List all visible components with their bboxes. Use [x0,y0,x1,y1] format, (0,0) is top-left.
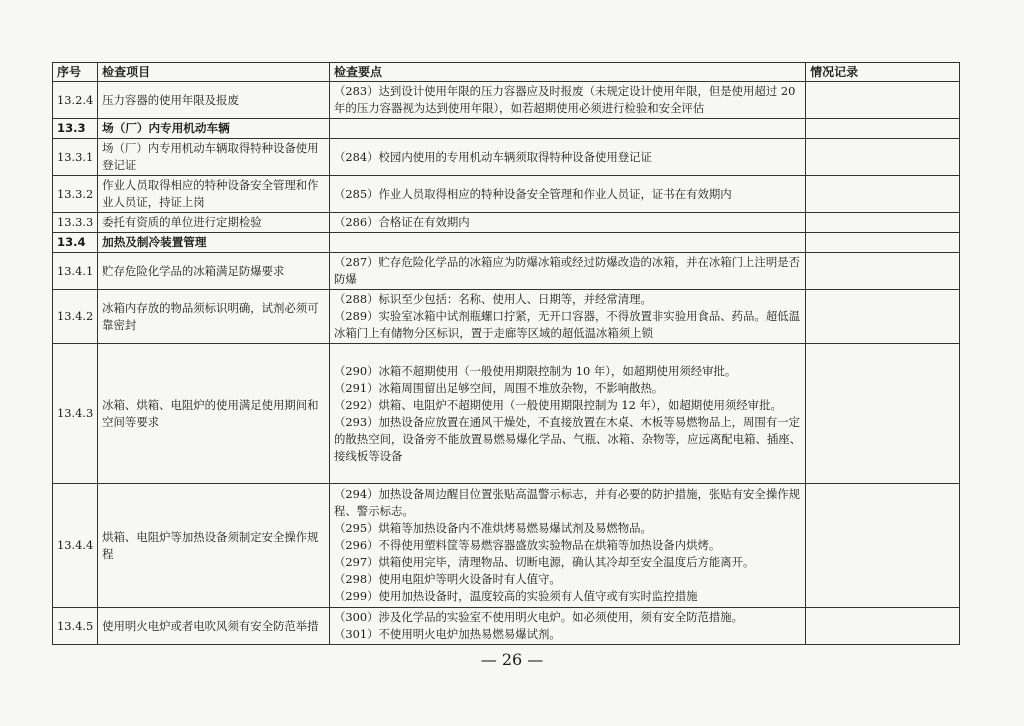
cell-record [806,119,960,139]
cell-points [330,233,806,253]
header-item: 检查项目 [98,63,330,82]
cell-item: 冰箱、烘箱、电阻炉的使用满足使用期间和空间等要求 [98,344,330,484]
inspection-point: （287）贮存危险化学品的冰箱应为防爆冰箱或经过防爆改造的冰箱，并在冰箱门上注明是否防爆 [334,255,800,286]
cell-points [330,82,806,119]
inspection-point: （292）烘箱、电阻炉不超期使用（一般使用期限控制为 12 年），如超期使用须经审批。 [334,397,782,412]
inspection-table [52,62,960,645]
cell-item: 烘箱、电阻炉等加热设备须制定安全操作规程 [98,484,330,608]
cell-item: 加热及制冷装置管理 [98,233,330,253]
cell-points [330,344,806,484]
cell-points [330,608,806,645]
cell-no: 13.3.3 [53,213,98,233]
cell-no: 13.4.3 [53,344,98,484]
cell-item: 使用明火电炉或者电吹风须有安全防范举措 [98,608,330,645]
cell-record [806,82,960,119]
cell-points [330,176,806,213]
cell-item: 压力容器的使用年限及报废 [98,82,330,119]
cell-no: 13.4.4 [53,484,98,608]
inspection-point: （298）使用电阻炉等明火设备时有人值守。 [334,572,561,586]
inspection-point: （300）涉及化学品的实验室不使用明火电炉。如必须使用，须有安全防范措施。 [334,610,744,624]
table-row [53,213,960,233]
table-row [53,484,960,608]
inspection-point: （294）加热设备周边醒目位置张贴高温警示标志，并有必要的防护措施，张贴有安全操作规程、警示标志。 [334,487,800,518]
cell-record [806,253,960,290]
cell-item: 场（厂）内专用机动车辆 [98,119,330,139]
header-record: 情况记录 [806,63,960,82]
inspection-point: （290）冰箱不超期使用（一般使用期限控制为 10 年），如超期使用须经审批。 [334,363,737,378]
cell-no: 13.3.2 [53,176,98,213]
table-row [53,344,960,484]
cell-points [330,139,806,176]
cell-no: 13.4 [53,233,98,253]
cell-record [806,290,960,344]
cell-record [806,233,960,253]
table-row [53,253,960,290]
table-row [53,290,960,344]
inspection-table-container [52,62,960,645]
table-body [53,82,960,645]
cell-record [806,176,960,213]
inspection-point: （286）合格证在有效期内 [334,215,470,229]
cell-record [806,484,960,608]
inspection-point: （301）不使用明火电炉加热易燃易爆试剂。 [334,627,561,641]
inspection-point: （293）加热设备应放置在通风干燥处，不直接放置在木桌、木板等易燃物品上，周围有一定的散热空间，设备旁不能放置易燃易爆化学品、气瓶、冰箱、杂物等，应远离配电箱、插座、接线板等设备 [334,414,802,463]
cell-points [330,213,806,233]
cell-item: 场（厂）内专用机动车辆取得特种设备使用登记证 [98,139,330,176]
table-header-row [53,63,960,82]
cell-item: 贮存危险化学品的冰箱满足防爆要求 [98,253,330,290]
cell-item: 作业人员取得相应的特种设备安全管理和作业人员证，持证上岗 [98,176,330,213]
inspection-point: （288）标识至少包括：名称、使用人、日期等，并经常清理。 [334,292,652,306]
cell-item: 委托有资质的单位进行定期检验 [98,213,330,233]
inspection-point: （283）达到设计使用年限的压力容器应及时报废（未规定设计使用年限，但是使用超过 20 年的压力容器视为达到使用年限），如若超期使用必须进行检验和安全评估 [334,84,796,115]
cell-points [330,484,806,608]
table-row [53,608,960,645]
inspection-point: （284）校园内使用的专用机动车辆须取得特种设备使用登记证 [334,149,652,164]
cell-no: 13.3.1 [53,139,98,176]
inspection-point: （299）使用加热设备时，温度较高的实验须有人值守或有实时监控措施 [334,589,698,603]
cell-record [806,608,960,645]
cell-points [330,253,806,290]
header-no: 序号 [53,63,98,82]
header-points: 检查要点 [330,63,806,82]
cell-record [806,213,960,233]
section-row [53,233,960,253]
cell-no: 13.4.5 [53,608,98,645]
table-row [53,82,960,119]
inspection-point: （291）冰箱周围留出足够空间，周围不堆放杂物，不影响散热。 [334,380,664,395]
cell-no: 13.2.4 [53,82,98,119]
cell-no: 13.4.2 [53,290,98,344]
page-number: — 26 — [480,650,544,669]
cell-points [330,119,806,139]
cell-item: 冰箱内存放的物品须标识明确，试剂必须可靠密封 [98,290,330,344]
inspection-point: （297）烘箱使用完毕，清理物品、切断电源，确认其冷却至安全温度后方能离开。 [334,555,755,569]
table-row [53,139,960,176]
inspection-point: （296）不得使用塑料筐等易燃容器盛放实验物品在烘箱等加热设备内烘烤。 [334,538,721,552]
cell-no: 13.4.1 [53,253,98,290]
inspection-point: （289）实验室冰箱中试剂瓶螺口拧紧，无开口容器，不得放置非实验用食品、药品。超低温冰箱门上有储物分区标识，置于走廊等区域的超低温冰箱须上锁 [334,309,800,340]
cell-no: 13.3 [53,119,98,139]
inspection-point: （295）烘箱等加热设备内不准烘烤易燃易爆试剂及易燃物品。 [334,521,652,535]
table-row [53,176,960,213]
cell-record [806,139,960,176]
inspection-point: （285）作业人员取得相应的特种设备安全管理和作业人员证，证书在有效期内 [334,186,732,201]
cell-record [806,344,960,484]
cell-points [330,290,806,344]
section-row [53,119,960,139]
